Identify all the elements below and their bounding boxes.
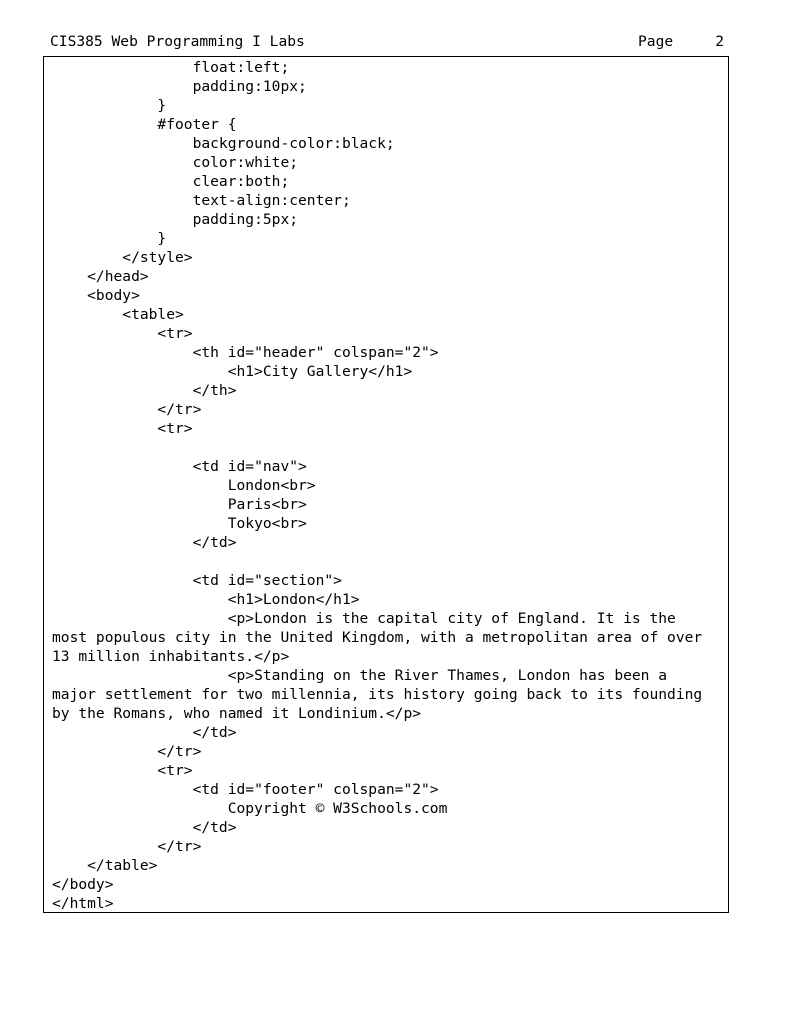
code-line: background-color:black; — [52, 135, 395, 152]
code-line: padding:10px; — [52, 78, 307, 95]
code-line: padding:5px; — [52, 211, 299, 228]
code-line: #footer { — [52, 116, 237, 133]
code-line: <h1>City Gallery</h1> — [52, 363, 413, 380]
code-line: </tr> — [52, 838, 202, 855]
code-line: </td> — [52, 534, 237, 551]
code-listing-box — [43, 56, 729, 913]
code-line: </head> — [52, 268, 149, 285]
code-line: float:left; — [52, 59, 290, 76]
code-line: </style> — [52, 249, 193, 266]
code-line: </td> — [52, 724, 237, 741]
code-line: <tr> — [52, 325, 193, 342]
code-line: </html> — [52, 895, 114, 912]
code-line: </body> — [52, 876, 114, 893]
code-line: major settlement for two millennia, its history going back to its founding — [52, 686, 703, 703]
code-line — [52, 552, 728, 571]
code-line: <body> — [52, 287, 140, 304]
code-line: <td id="section"> — [52, 572, 342, 589]
code-line: text-align:center; — [52, 192, 351, 209]
page-label: Page — [638, 33, 674, 50]
code-line: </table> — [52, 857, 158, 874]
code-line: Paris<br> — [52, 496, 307, 513]
code-line: <th id="header" colspan="2"> — [52, 344, 439, 361]
code-listing — [52, 58, 728, 913]
code-line: <h1>London</h1> — [52, 591, 360, 608]
code-line: color:white; — [52, 154, 299, 171]
code-line: 13 million inhabitants.</p> — [52, 648, 290, 665]
code-line: } — [52, 97, 167, 114]
code-line — [52, 438, 728, 457]
document-title: CIS385 Web Programming I Labs — [50, 33, 305, 50]
code-line: London<br> — [52, 477, 316, 494]
code-line: </td> — [52, 819, 237, 836]
code-line: clear:both; — [52, 173, 290, 190]
page-number: 2 — [715, 33, 724, 50]
code-line: <p>Standing on the River Thames, London has been a — [52, 667, 668, 684]
code-line: } — [52, 230, 167, 247]
code-line: </tr> — [52, 401, 202, 418]
code-line: Copyright © W3Schools.com — [52, 800, 448, 817]
code-line: <table> — [52, 306, 184, 323]
page-header — [50, 32, 724, 52]
code-line: by the Romans, who named it Londinium.</p> — [52, 705, 422, 722]
code-line: most populous city in the United Kingdom, with a metropolitan area of over — [52, 629, 703, 646]
code-line: </tr> — [52, 743, 202, 760]
code-line: <td id="footer" colspan="2"> — [52, 781, 439, 798]
code-line: </th> — [52, 382, 237, 399]
code-line: Tokyo<br> — [52, 515, 307, 532]
code-line: <p>London is the capital city of England. It is the — [52, 610, 676, 627]
code-line: <tr> — [52, 420, 193, 437]
code-line: <tr> — [52, 762, 193, 779]
code-line: <td id="nav"> — [52, 458, 307, 475]
